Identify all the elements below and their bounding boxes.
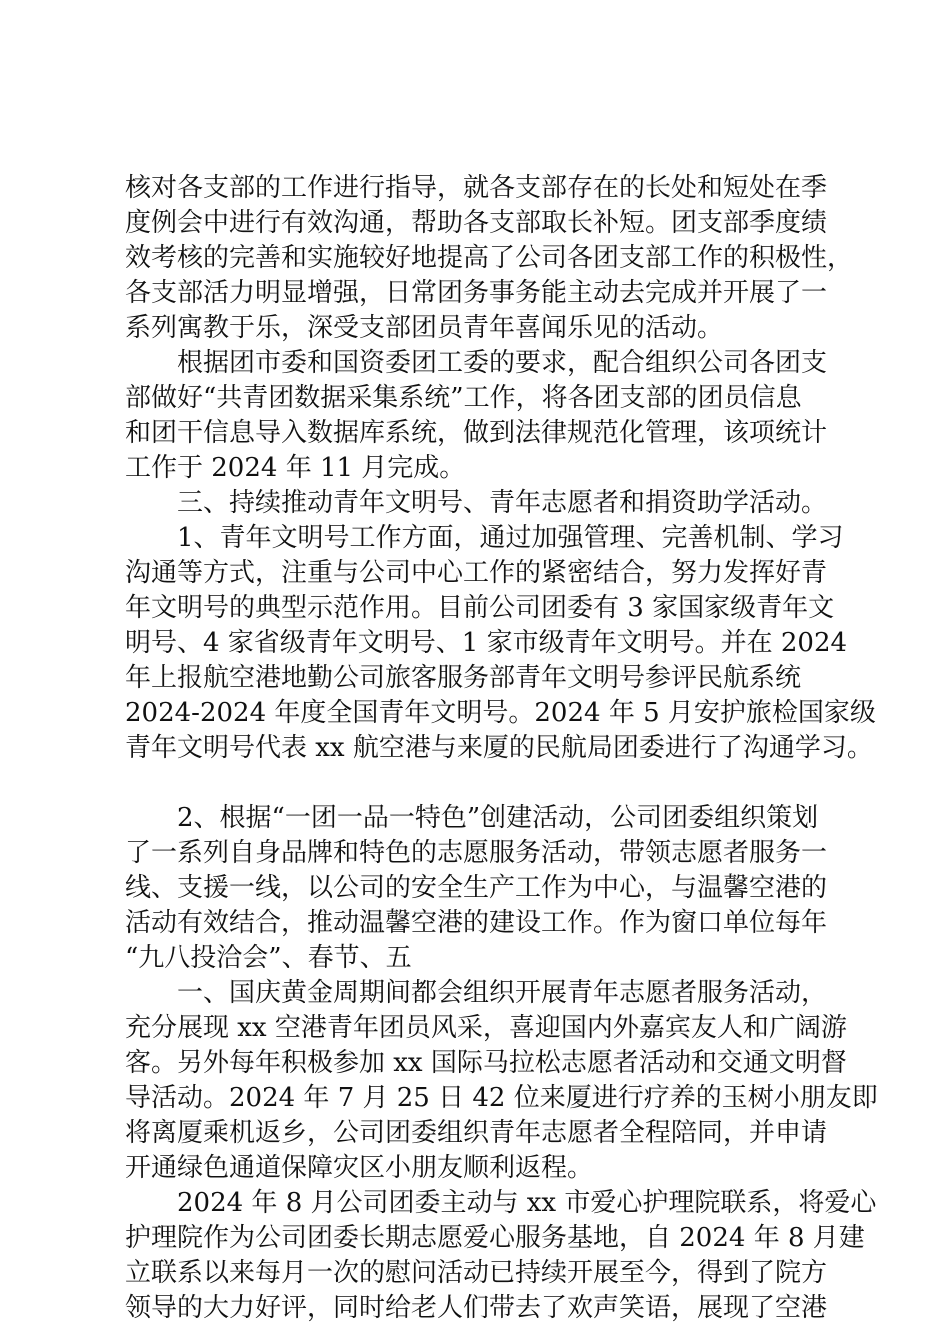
- text-line: 部做好“共青团数据采集系统”工作，将各团支部的团员信息: [125, 383, 802, 413]
- text-line: 2024 年 8 月公司团委主动与 xx 市爱心护理院联系，将爱心: [125, 1188, 877, 1218]
- text-line: 1、青年文明号工作方面，通过加强管理、完善机制、学习: [125, 523, 844, 553]
- text-line: 立联系以来每月一次的慰问活动已持续开展至今，得到了院方: [125, 1258, 828, 1288]
- text-line: 度例会中进行有效沟通，帮助各支部取长补短。团支部季度绩: [125, 208, 828, 238]
- text-line: 明号、4 家省级青年文明号、1 家市级青年文明号。并在 2024: [125, 628, 848, 658]
- text-line: 2024-2024 年度全国青年文明号。2024 年 5 月安护旅检国家级: [125, 698, 876, 728]
- document-body: [125, 171, 878, 1326]
- text-line: 开通绿色通道保障灾区小朋友顺利返程。: [125, 1153, 594, 1183]
- text-line: 和团干信息导入数据库系统，做到法律规范化管理，该项统计: [125, 418, 828, 448]
- text-line: 将离厦乘机返乡，公司团委组织青年志愿者全程陪同，并申请: [125, 1118, 828, 1148]
- text-line: 各支部活力明显增强，日常团务事务能主动去完成并开展了一: [125, 278, 828, 308]
- text-line: 沟通等方式，注重与公司中心工作的紧密结合，努力发挥好青: [125, 558, 828, 588]
- text-line: 工作于 2024 年 11 月完成。: [125, 453, 466, 483]
- text-line: 充分展现 xx 空港青年团员风采，喜迎国内外嘉宾友人和广阔游: [125, 1013, 847, 1043]
- text-line: 效考核的完善和实施较好地提高了公司各团支部工作的积极性，: [125, 243, 854, 273]
- text-line: 年上报航空港地勤公司旅客服务部青年文明号参评民航系统: [125, 663, 802, 693]
- text-line: 青年文明号代表 xx 航空港与来厦的民航局团委进行了沟通学习。: [125, 733, 873, 763]
- blank-line: [125, 766, 865, 801]
- text-line: 客。另外每年积极参加 xx 国际马拉松志愿者活动和交通文明督: [125, 1048, 847, 1078]
- text-line: 一、国庆黄金周期间都会组织开展青年志愿者服务活动，: [125, 978, 828, 1008]
- text-line: 护理院作为公司团委长期志愿爱心服务基地，自 2024 年 8 月建: [125, 1223, 865, 1253]
- text-line: 年文明号的典型示范作用。目前公司团委有 3 家国家级青年文: [125, 593, 835, 623]
- section-heading: 三、持续推动青年文明号、青年志愿者和捐资助学活动。: [125, 488, 828, 518]
- text-line: 了一系列自身品牌和特色的志愿服务活动，带领志愿者服务一: [125, 838, 828, 868]
- text-line: 系列寓教于乐，深受支部团员青年喜闻乐见的活动。: [125, 313, 724, 343]
- text-line: 核对各支部的工作进行指导，就各支部存在的长处和短处在季: [125, 173, 828, 203]
- text-line: 活动有效结合，推动温馨空港的建设工作。作为窗口单位每年: [125, 908, 828, 938]
- text-line: 2、根据“一团一品一特色”创建活动，公司团委组织策划: [125, 803, 819, 833]
- text-line: “九八投洽会”、春节、五: [125, 943, 412, 973]
- text-line: 导活动。2024 年 7 月 25 日 42 位来厦进行疗养的玉树小朋友即: [125, 1083, 878, 1113]
- text-line: 领导的大力好评，同时给老人们带去了欢声笑语，展现了空港: [125, 1293, 828, 1323]
- text-line: 线、支援一线，以公司的安全生产工作为中心，与温馨空港的: [125, 873, 828, 903]
- text-line: 根据团市委和国资委团工委的要求，配合组织公司各团支: [125, 348, 828, 378]
